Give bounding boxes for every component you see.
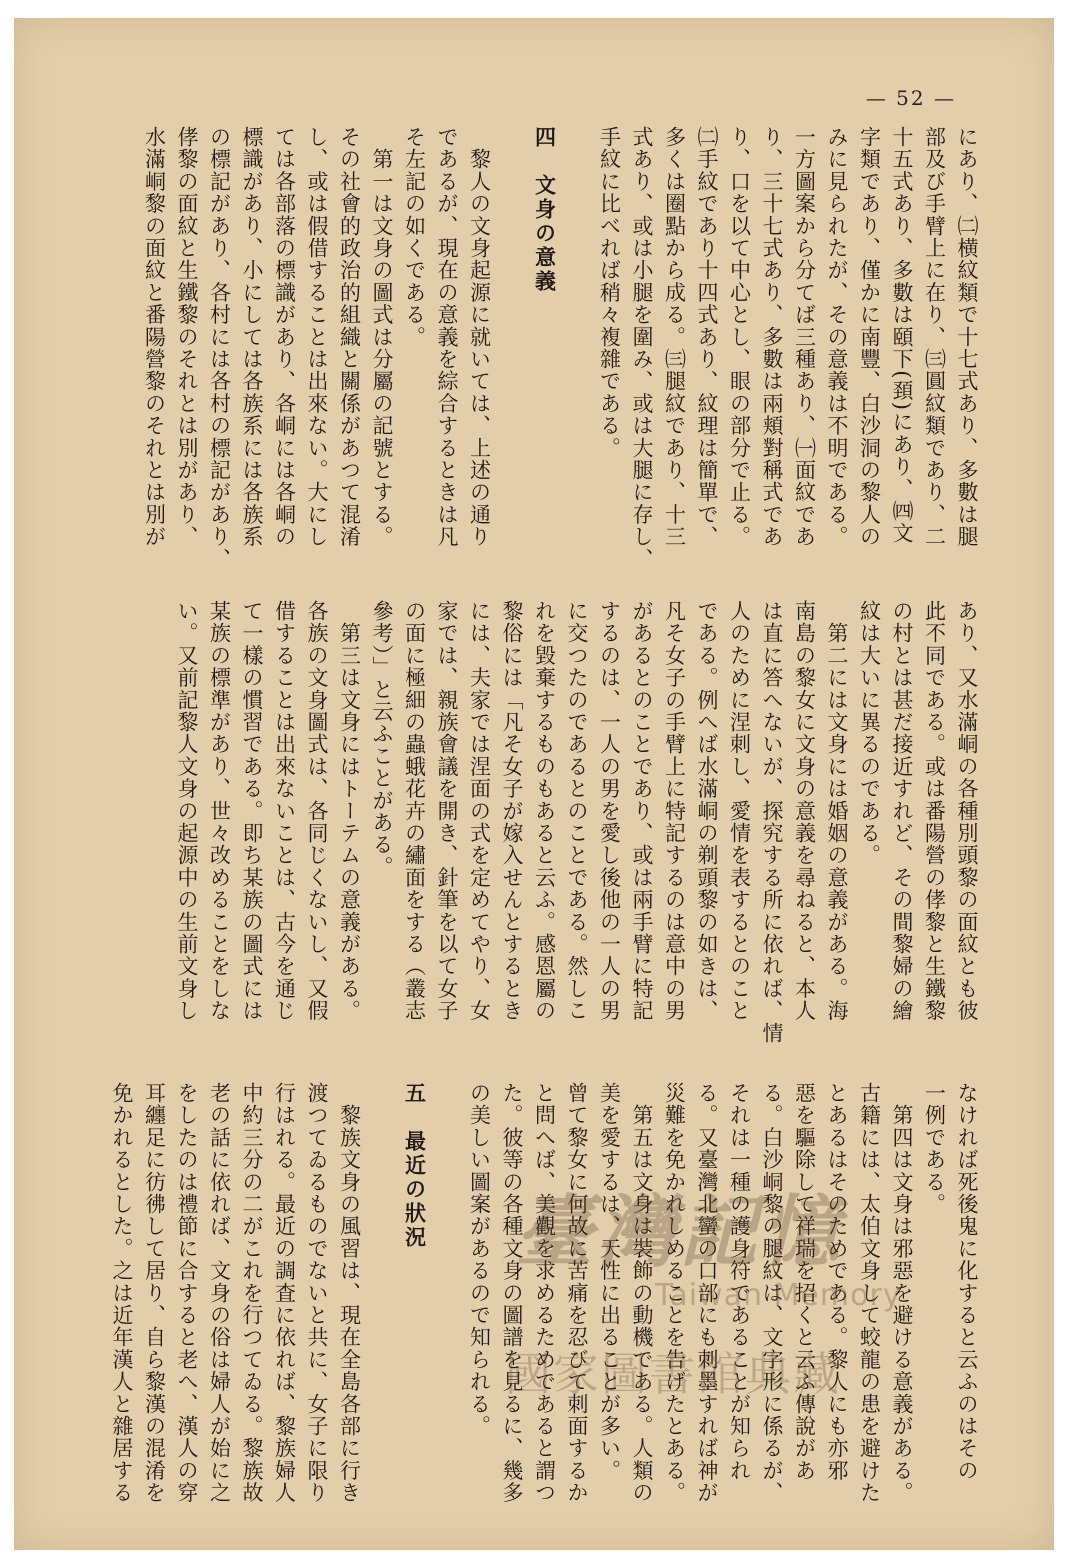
text-column: あり、又水滿峒の各種別頭黎の面紋とも彼 <box>955 600 979 1022</box>
text-column: 渡つてゐるものでないと共に、女子に限り <box>305 1082 329 1504</box>
text-column: みに見られたが、その意義は不明である。 <box>825 126 849 548</box>
text-column: それは一種の護身符であることが知られ <box>727 1082 752 1482</box>
text-column: の面に極細の蟲蛾花卉の繡面をする（叢志 <box>402 600 427 1022</box>
section-heading: 四 文身の意義 <box>532 126 558 294</box>
text-column: するのは、一人の男を愛し後他の一人の男 <box>597 600 622 1022</box>
watermark-english: Taiwan Memory <box>655 1278 902 1313</box>
text-column: 手紋に比べれば稍々複雜である。 <box>597 126 622 459</box>
text-column: 惡を驅除して祥瑞を招くと云ふ傳說があ <box>792 1082 817 1482</box>
text-column: には、夫家では涅面の式を定めてやり、女 <box>467 600 492 1022</box>
text-column: る。又臺灣北蠻の口部にも刺墨すれば神が <box>695 1082 719 1504</box>
text-column: にあり、㈡横紋類で十七式あり、多數は腿 <box>955 126 979 548</box>
text-column: 多くは圈點から成る。㈢腿紋であり、十三 <box>662 126 687 548</box>
text-column: 借することは出來ないことは、古今を通じ <box>272 600 297 1022</box>
text-column: その社會的政治的組織と關係があつて混淆 <box>337 126 362 548</box>
text-column: 標識があり、小にしては各族系には各族系 <box>240 126 264 548</box>
text-column: であるが、現在の意義を綜合するときは凡 <box>435 126 459 548</box>
text-column: 第一は文身の圖式は分屬の記號とする。 <box>370 126 394 548</box>
text-column: 十五式あり、多數は頤下(頚)にあり、㈣文 <box>890 126 914 545</box>
watermark-logo-text: 臺灣記憶 <box>515 1187 844 1278</box>
text-column: 家では、親族會議を開き、針筆を以て女子 <box>435 600 459 1022</box>
text-column: があるとのことであり、或は兩手臂に特記 <box>630 600 654 1022</box>
text-column: 曾て黎女に何故に苦痛を忍びて刺面するか <box>565 1082 589 1504</box>
text-column: 字類であり、僅かに南豐、白沙洞の黎人の <box>857 126 882 548</box>
text-column <box>497 126 528 586</box>
text-column: に交つたのであるとのことである。然しこ <box>565 600 589 1022</box>
text-column: 古籍には、太伯文身して蛟龍の患を避けた <box>857 1082 882 1504</box>
text-column: れを毀棄するものもあると云ふ。感恩屬の <box>532 600 557 1022</box>
text-column: なければ死後鬼に化すると云ふのはその <box>955 1082 979 1482</box>
text-column: 第三は文身にはトーテムの意義がある。 <box>337 600 362 1022</box>
text-column: 一方圖案から分てば三種あり、㈠面紋であ <box>792 126 817 548</box>
text-column: そ左記の如くである。 <box>402 126 427 348</box>
text-column: 某族の標準があり、世々改めることをしな <box>207 600 232 1022</box>
text-column: 黎俗には「凡そ女子が嫁入せんとするとき <box>500 600 524 1022</box>
text-column: 各族の文身圖式は、各同じくないし、又假 <box>305 600 329 1022</box>
text-column: い。又前記黎人文身の起源中の生前文身し <box>175 600 199 1022</box>
watermark-subtitle: 國家圖書館典藏 <box>505 1347 841 1401</box>
text-column <box>562 126 593 586</box>
text-column: の標記があり、各村には各村の標記があり、 <box>207 126 232 570</box>
text-column: ㈡手紋であり十四式あり、紋理は簡單で、 <box>695 126 719 548</box>
section-top <box>137 126 982 586</box>
text-column: 南島の黎女に文身の意義を尋ねると、本人 <box>792 600 817 1022</box>
text-column: り、口を以て中心とし、眼の部分で止る。 <box>727 126 752 548</box>
text-column: の村とは甚だ接近すれど、その間黎婦の繪 <box>890 600 914 1022</box>
text-column <box>432 1082 463 1512</box>
scanned-page <box>14 18 1054 1550</box>
text-column: 第四は文身は邪惡を避ける意義がある。 <box>890 1082 914 1504</box>
text-column: 災難を免かれしめることを告げたとある。 <box>662 1082 687 1504</box>
text-column: り、三十七式あり、多數は兩頬對稱式であ <box>760 126 784 548</box>
text-column: 一例である。 <box>922 1082 947 1216</box>
text-column: 行はれる。最近の調査に依れば、黎族婦人 <box>272 1082 297 1504</box>
text-column: 耳纏足に彷彿して居り、自ら黎漢の混淆を <box>142 1082 167 1504</box>
section-bottom <box>105 1082 983 1512</box>
text-column: 免かれるとした。之は近年漢人と雜居する <box>110 1082 134 1504</box>
text-column: をしたのは禮節に合すると老へ、漢人の穿 <box>175 1082 199 1504</box>
text-column: の美しい圖案があるので知られる。 <box>467 1082 492 1438</box>
text-column: 人のために涅刺し、愛情を表するとのこと <box>727 600 752 1022</box>
section-heading: 五 最近の狀況 <box>402 1082 428 1250</box>
text-column: 美を愛するは、天性に出ることが多い。 <box>597 1082 622 1482</box>
text-column: 凡そ女子の手臂上に特記するのは意中の男 <box>662 600 687 1022</box>
text-column: 此不同である。或は番陽營の侾黎と生鐵黎 <box>922 600 947 1022</box>
text-column: 黎人の文身起源に就いては、上述の通り <box>467 126 492 548</box>
text-column: とあるはそのためである。黎人にも亦邪 <box>825 1082 849 1482</box>
text-column: た。彼等の各種文身の圖譜を見るに、幾多 <box>500 1082 524 1504</box>
text-column: し、或は假借することは出來ない。大にし <box>305 126 329 548</box>
text-column: 老の話に依れば、文身の俗は婦人が始に之 <box>207 1082 232 1504</box>
text-column: ては各部落の標識があり、各峒には各峒の <box>272 126 297 548</box>
text-column: 第五は文身は裝飾の動機である。人類の <box>630 1082 654 1504</box>
text-column: 紋は大いに異るのである。 <box>857 600 882 867</box>
text-column: 黎族文身の風習は、現在全島各部に行き <box>337 1082 362 1504</box>
text-column: である。例へば水滿峒の剃頭黎の如きは、 <box>695 600 719 1022</box>
text-column <box>367 1082 398 1512</box>
section-middle <box>170 600 983 1070</box>
text-column: 式あり、或は小腿を圍み、或は大腿に存し、 <box>630 126 654 570</box>
text-column: 部及び手臂上に在り、㈢圓紋類であり、二 <box>922 126 947 548</box>
text-column: 侾黎の面紋と生鐵黎のそれとは別があり、 <box>175 126 199 548</box>
text-column: 中約三分の二がこれを行つてゐる。黎族故 <box>240 1082 264 1504</box>
text-column: る。白沙峒黎の腿紋は、文字形に係るが、 <box>760 1082 784 1504</box>
text-column: と問へば、美觀を求めるためであると謂つ <box>532 1082 557 1504</box>
page-number: — 52 — <box>865 86 956 110</box>
text-column: 水滿峒黎の面紋と番陽營黎のそれとは別が <box>142 126 167 548</box>
text-column: は直に答へないが、探究する所に依れば、情 <box>760 600 784 1044</box>
text-column: 參考）」と云ふことがある。 <box>370 600 394 879</box>
text-column: て一樣の慣習である。即ち某族の圖式には <box>240 600 264 1022</box>
text-column: 第二には文身には婚姻の意義がある。海 <box>825 600 849 1022</box>
